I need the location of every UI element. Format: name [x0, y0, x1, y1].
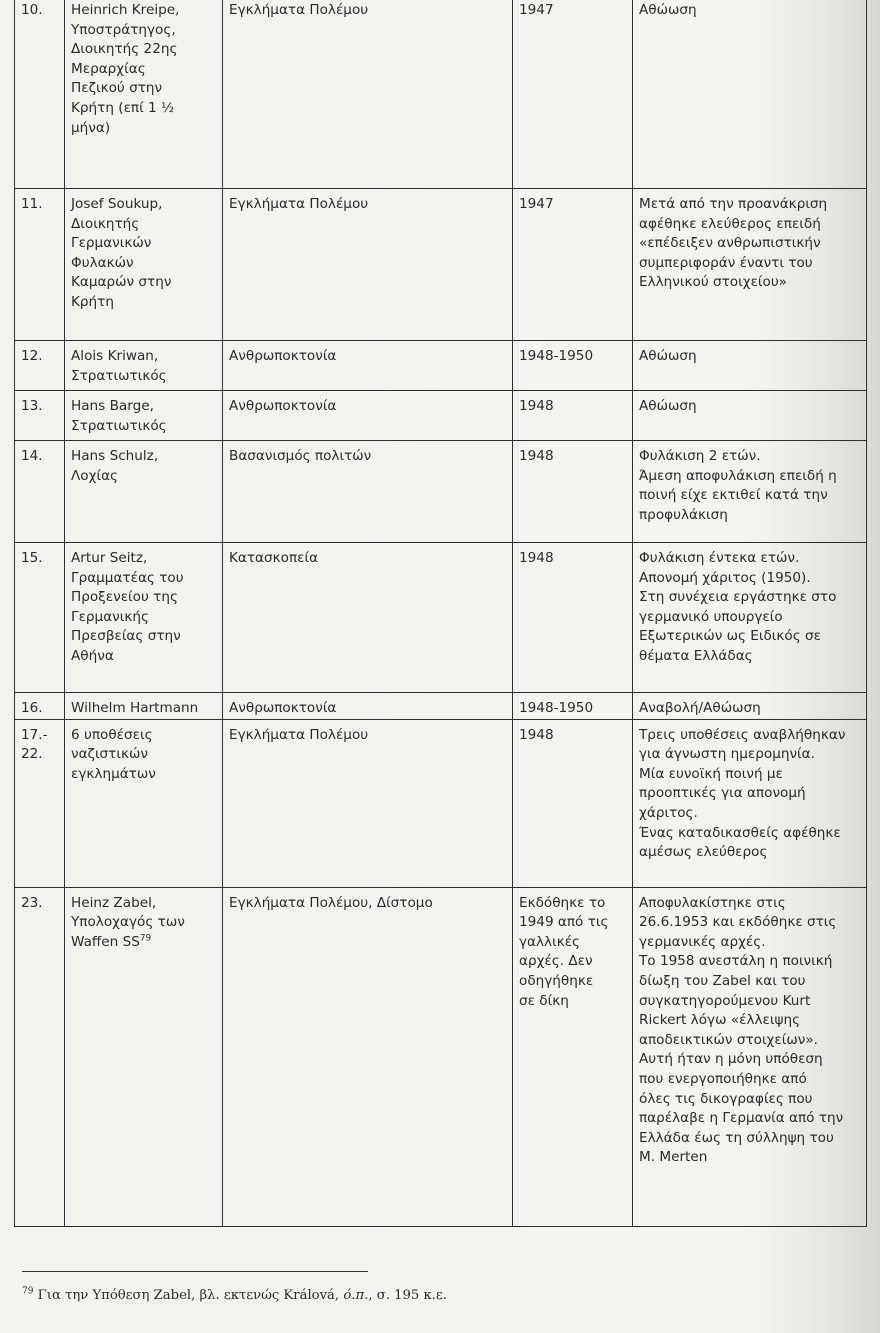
defendant-name [65, 887, 223, 1226]
table-row [15, 543, 867, 693]
charge: Βασανισμός πολιτών [223, 441, 513, 543]
outcome: Τρεις υποθέσεις αναβλήθηκαν για άγνωστη ημερομηνία. Μία ευνοϊκή ποινή με προοπτικές για απονομή χάριτος. Ένας καταδικασθείς αφέθηκε αμέσως ελεύθερος [633, 719, 867, 887]
outcome: Αθώωση [633, 0, 867, 189]
row-number: 13. [15, 391, 65, 441]
defendant-name: Artur Seitz, Γραμματέας του Προξενείου της Γερμανικής Πρεσβείας στην Αθήνα [65, 543, 223, 693]
row-number: 15. [15, 543, 65, 693]
defendant-name-text: Heinz Zabel, Υπολοχαγός των Waffen SS [71, 894, 185, 950]
table-row [15, 719, 867, 887]
outcome: Αναβολή/Αθώωση [633, 693, 867, 720]
charge: Κατασκοπεία [223, 543, 513, 693]
defendant-name: Hans Barge, Στρατιωτικός [65, 391, 223, 441]
row-number: 14. [15, 441, 65, 543]
table-row [15, 0, 867, 189]
defendant-name: Alois Kriwan, Στρατιωτικός [65, 341, 223, 391]
row-number: 10. [15, 0, 65, 189]
row-number: 12. [15, 341, 65, 391]
row-number: 16. [15, 693, 65, 720]
table-row [15, 441, 867, 543]
trial-date: 1948 [513, 441, 633, 543]
defendant-name: 6 υποθέσεις ναζιστικών εγκλημάτων [65, 719, 223, 887]
defendant-name: Wilhelm Hartmann [65, 693, 223, 720]
outcome: Φυλάκιση έντεκα ετών. Απονομή χάριτος (1950). Στη συνέχεια εργάστηκε στο γερμανικό υπουργείο Εξωτερικών ως Ειδικός σε θέματα Ελλάδας [633, 543, 867, 693]
row-number: 23. [15, 887, 65, 1226]
charge: Εγκλήματα Πολέμου [223, 0, 513, 189]
trial-date: 1948 [513, 719, 633, 887]
charge: Εγκλήματα Πολέμου [223, 189, 513, 341]
outcome: Φυλάκιση 2 ετών. Άμεση αποφυλάκιση επειδή η ποινή είχε εκτιθεί κατά την προφυλάκιση [633, 441, 867, 543]
defendant-name: Heinrich Kreipe, Υποστράτηγος, Διοικητής 22ης Μεραρχίας Πεζικού στην Κρήτη (επί 1 ½ μήνα) [65, 0, 223, 189]
footnote-marker: 79 [22, 1286, 34, 1297]
defendant-name: Hans Schulz, Λοχίας [65, 441, 223, 543]
row-number: 11. [15, 189, 65, 341]
table-row [15, 887, 867, 1226]
footnote-text-after: , σ. 195 κ.ε. [368, 1288, 447, 1303]
table-row [15, 693, 867, 720]
table-row [15, 189, 867, 341]
trial-date: 1948 [513, 391, 633, 441]
charge: Ανθρωποκτονία [223, 391, 513, 441]
charge: Εγκλήματα Πολέμου [223, 719, 513, 887]
charge: Ανθρωποκτονία [223, 341, 513, 391]
trials-table [14, 0, 867, 1227]
outcome: Μετά από την προανάκριση αφέθηκε ελεύθερος επειδή «επέδειξεν ανθρωπιστικήν συμπεριφοράν έναντι του Ελληνικού στοιχείου» [633, 189, 867, 341]
defendant-name: Josef Soukup, Διοικητής Γερμανικών Φυλακών Καμαρών στην Κρήτη [65, 189, 223, 341]
trial-date: Εκδόθηκε το 1949 από τις γαλλικές αρχές. Δεν οδηγήθηκε σε δίκη [513, 887, 633, 1226]
footnote-text-before: Για την Υπόθεση Zabel, βλ. εκτενώς Králová, [33, 1288, 344, 1303]
footnote-italic: ό.π. [343, 1288, 369, 1303]
outcome: Αθώωση [633, 341, 867, 391]
footnote [22, 1288, 852, 1303]
charge: Ανθρωποκτονία [223, 693, 513, 720]
trial-date: 1948-1950 [513, 341, 633, 391]
footnote-divider [22, 1271, 368, 1272]
charge: Εγκλήματα Πολέμου, Δίστομο [223, 887, 513, 1226]
table-row [15, 391, 867, 441]
trial-date: 1948-1950 [513, 693, 633, 720]
trial-date: 1948 [513, 543, 633, 693]
footnote-reference[interactable]: 79 [139, 933, 152, 944]
outcome: Αποφυλακίστηκε στις 26.6.1953 και εκδόθηκε στις γερμανικές αρχές. Το 1958 ανεστάλη η ποινική δίωξη του Zabel και του συγκατηγορούμενου Kurt Rickert λόγω «έλλειψης αποδεικτικών στοιχείων». Αυτή ήταν η μόνη υπόθεση που ενεργοποιήθηκε από όλες τις δικογραφίες που παρέλαβε η Γερμανία από την Ελλάδα έως τη σύλληψη του Μ. Merten [633, 887, 867, 1226]
outcome: Αθώωση [633, 391, 867, 441]
trial-date: 1947 [513, 189, 633, 341]
table-row [15, 341, 867, 391]
row-number: 17.- 22. [15, 719, 65, 887]
trial-date: 1947 [513, 0, 633, 189]
